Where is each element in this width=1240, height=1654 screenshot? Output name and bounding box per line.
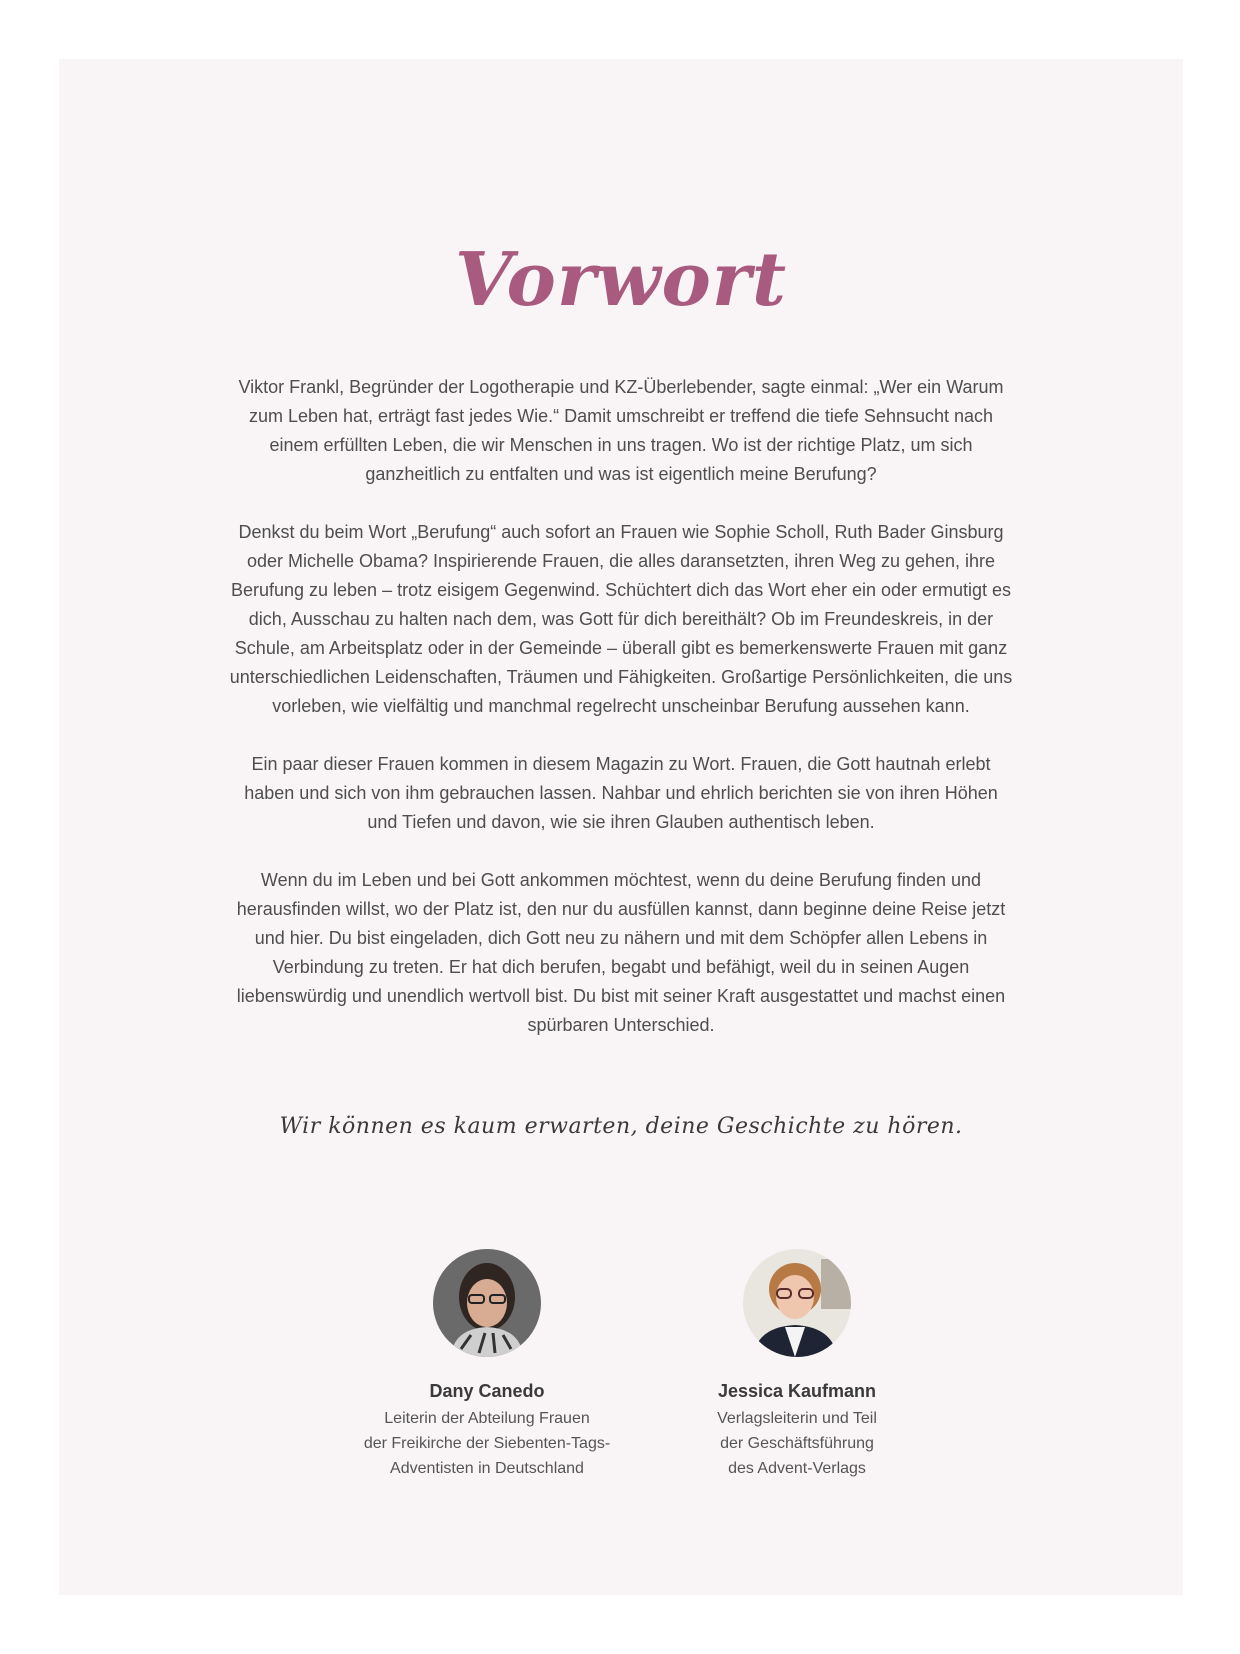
paragraph: Denkst du beim Wort „Berufung“ auch sofort an Frauen wie Sophie Scholl, Ruth Bader Ginsburg oder Michelle Obama? Inspirierende Frauen, die alles daransetzten, ihren Weg zu gehen, ihre Berufung zu leben – trotz eisigem Gegenwind. Schüchtert dich das Wort eher ein oder ermutigt es dich, Ausschau zu halten nach dem, was Gott für dich bereithält? Ob im Freundeskreis, in der Schule, am Arbeitsplatz oder in der Gemeinde – überall gibt es bemerkenswerte Frauen mit ganz unterschiedlichen Leidenschaften, Träumen und Fähigkeiten. Großartige Persönlichkeiten, die uns vorleben, wie vielfältig und manchmal regelrecht unscheinbar Berufung aussehen kann. <box>229 522 1013 716</box>
author-role-line: des Advent-Verlags <box>728 1460 866 1477</box>
paragraph: Ein paar dieser Frauen kommen in diesem Magazin zu Wort. Frauen, die Gott hautnah erlebt haben und sich von ihm gebrauchen lassen. Nahbar und ehrlich berichten sie von ihren Höhen und Tiefen und davon, wie sie ihren Glauben authentisch leben. <box>244 754 998 832</box>
author-role-line: der Freikirche der Siebenten-Tags- <box>363 1435 611 1452</box>
author-role <box>337 1406 637 1481</box>
author-role-line: Adventisten in Deutschland <box>390 1460 584 1477</box>
page <box>59 59 1183 1595</box>
avatar <box>433 1249 541 1357</box>
paragraph: Wenn du im Leben und bei Gott ankommen möchtest, wenn du deine Berufung finden und herausfinden willst, wo der Platz ist, den nur du ausfüllen kannst, dann beginne deine Reise jetzt und hier. Du bist eingeladen, dich Gott neu zu nähern und mit dem Schöpfer allen Lebens in Verbindung zu treten. Er hat dich berufen, begabt und befähigt, weil du in seinen Augen liebenswürdig und unendlich wertvoll bist. Du bist mit seiner Kraft ausgestattet und machst einen spürbaren Unterschied. <box>236 870 1006 1035</box>
author-dany-canedo <box>337 1249 637 1481</box>
closing-line: Wir können es kaum erwarten, deine Geschichte zu hören. <box>279 1114 963 1139</box>
author-role-line: Verlagsleiterin und Teil <box>717 1410 877 1427</box>
paragraph: Viktor Frankl, Begründer der Logotherapie und KZ-Überlebender, sagte einmal: „Wer ein Warum zum Leben hat, erträgt fast jedes Wie.“ Damit umschreibt er treffend die tiefe Sehnsucht nach einem erfüllten Leben, die wir Menschen in uns tragen. Wo ist der richtige Platz, um sich ganzheitlich zu entfalten und was ist eigentlich meine Berufung? <box>238 377 1004 484</box>
author-name: Jessica Kaufmann <box>717 1381 877 1401</box>
foreword-body <box>229 373 1013 1069</box>
author-role-line: Leiterin der Abteilung Frauen <box>384 1410 590 1427</box>
author-name: Dany Canedo <box>429 1381 545 1401</box>
author-role <box>647 1406 947 1481</box>
author-jessica-kaufmann <box>647 1249 947 1481</box>
author-role-line: der Geschäftsführung <box>720 1435 874 1452</box>
page-title: Vorwort <box>454 237 788 323</box>
avatar <box>743 1249 851 1357</box>
